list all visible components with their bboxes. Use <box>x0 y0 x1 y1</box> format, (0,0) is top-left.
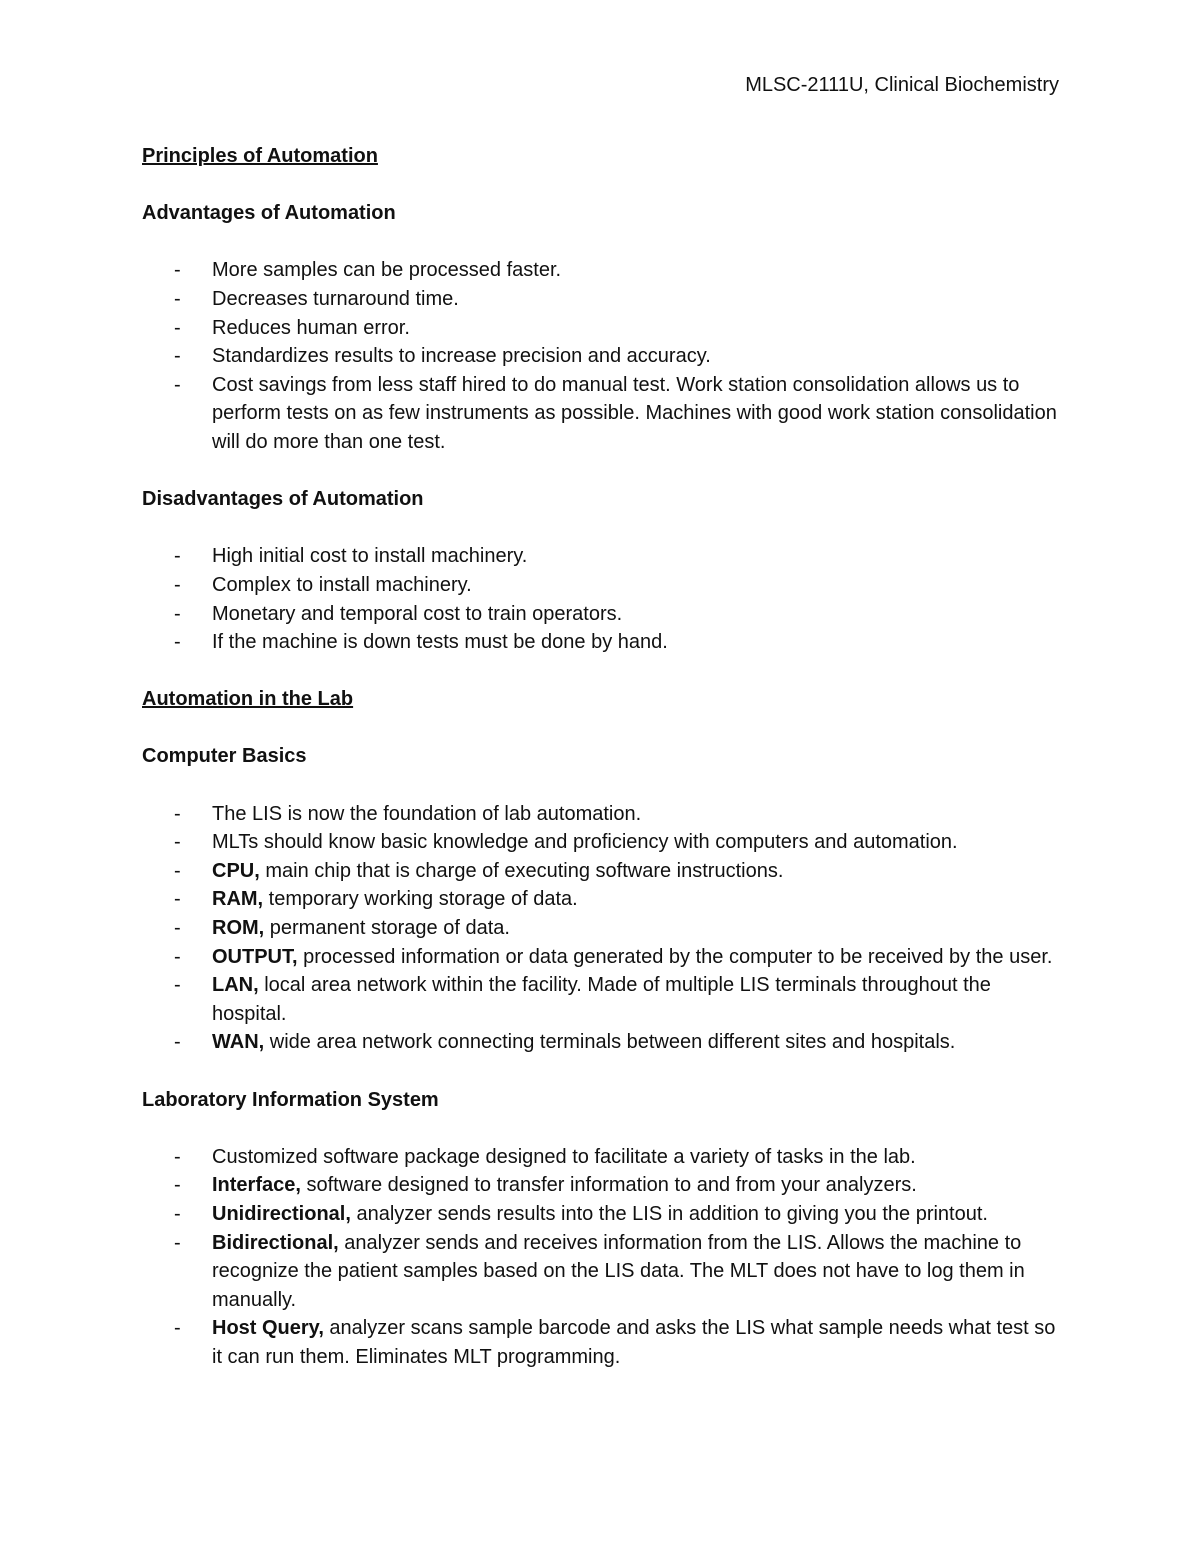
dash-bullet-icon: - <box>174 602 181 625</box>
list-item <box>142 371 1062 457</box>
dash-bullet-icon: - <box>174 1317 181 1340</box>
item-term: LAN, <box>212 974 259 997</box>
item-text: analyzer scans sample barcode and asks the LIS what sample needs what test so it can run them. Eliminates MLT programming. <box>212 1317 1056 1368</box>
list-item <box>142 971 1062 1028</box>
dash-bullet-icon: - <box>174 945 181 968</box>
item-text: processed information or data generated by the computer to be received by the user. <box>297 945 1053 968</box>
dash-bullet-icon: - <box>174 287 181 310</box>
dash-bullet-icon: - <box>174 631 181 654</box>
list-item <box>142 857 1062 886</box>
dash-bullet-icon: - <box>174 316 181 339</box>
item-text: MLTs should know basic knowledge and proficiency with computers and automation. <box>212 831 958 854</box>
item-text: If the machine is down tests must be done by hand. <box>212 631 668 654</box>
computer-basics-list <box>142 800 1062 1057</box>
item-term: CPU, <box>212 859 260 882</box>
list-item <box>142 885 1062 914</box>
item-text: wide area network connecting terminals between different sites and hospitals. <box>264 1031 956 1054</box>
dash-bullet-icon: - <box>174 259 181 282</box>
dash-bullet-icon: - <box>174 1231 181 1254</box>
item-term: OUTPUT, <box>212 945 298 968</box>
subheading-lis: Laboratory Information System <box>142 1088 439 1111</box>
dash-bullet-icon: - <box>174 888 181 911</box>
section-title-automation-lab: Automation in the Lab <box>142 688 354 711</box>
disadvantages-list <box>142 542 1062 656</box>
list-item <box>142 828 1062 857</box>
dash-bullet-icon: - <box>174 974 181 997</box>
item-text: Cost savings from less staff hired to do manual test. Work station consolidation allows us to perform tests on as few instruments as possible. Machines with good work station consolidation will do more than one test. <box>212 373 1057 453</box>
list-item <box>142 628 1062 657</box>
dash-bullet-icon: - <box>174 373 181 396</box>
item-term: RAM, <box>212 888 264 911</box>
item-text: The LIS is now the foundation of lab automation. <box>212 802 642 825</box>
list-item <box>142 600 1062 629</box>
dash-bullet-icon: - <box>174 802 181 825</box>
list-item <box>142 542 1062 571</box>
item-text: analyzer sends and receives information from the LIS. Allows the machine to recognize the patient samples based on the LIS data. The MLT does not have to log them in manually. <box>212 1231 1025 1311</box>
list-item <box>142 1200 1062 1229</box>
section-title-principles: Principles of Automation <box>142 145 378 167</box>
dash-bullet-icon: - <box>174 1202 181 1225</box>
list-item <box>142 342 1062 371</box>
list-item <box>142 914 1062 943</box>
list-item <box>142 1314 1062 1371</box>
item-text: Monetary and temporal cost to train operators. <box>212 602 623 625</box>
list-item <box>142 943 1062 972</box>
list-item <box>142 256 1062 285</box>
dash-bullet-icon: - <box>174 545 181 568</box>
item-term: Bidirectional, <box>212 1231 339 1254</box>
item-text: permanent storage of data. <box>264 917 510 940</box>
item-term: Unidirectional, <box>212 1202 351 1225</box>
dash-bullet-icon: - <box>174 831 181 854</box>
item-term: WAN, <box>212 1031 265 1054</box>
lis-list <box>142 1143 1062 1372</box>
dash-bullet-icon: - <box>174 859 181 882</box>
dash-bullet-icon: - <box>174 917 181 940</box>
list-item <box>142 571 1062 600</box>
course-header: MLSC-2111U, Clinical Biochemistry <box>745 74 1059 96</box>
item-text: temporary working storage of data. <box>263 888 578 911</box>
dash-bullet-icon: - <box>174 1145 181 1168</box>
item-text: Reduces human error. <box>212 316 410 339</box>
item-text: Decreases turnaround time. <box>212 287 459 310</box>
item-text: software designed to transfer information to and from your analyzers. <box>300 1174 917 1197</box>
dash-bullet-icon: - <box>174 573 181 596</box>
item-text: Customized software package designed to facilitate a variety of tasks in the lab. <box>212 1145 916 1168</box>
list-item <box>142 1143 1062 1172</box>
item-text: Complex to install machinery. <box>212 573 472 596</box>
item-term: Host Query, <box>212 1317 324 1340</box>
list-item <box>142 800 1062 829</box>
item-term: Interface, <box>212 1174 301 1197</box>
item-text: analyzer sends results into the LIS in addition to giving you the printout. <box>350 1202 988 1225</box>
list-item <box>142 1028 1062 1057</box>
dash-bullet-icon: - <box>174 345 181 368</box>
list-item <box>142 1229 1062 1315</box>
subheading-advantages: Advantages of Automation <box>142 202 396 225</box>
list-item <box>142 314 1062 343</box>
document-body <box>142 142 1062 1400</box>
advantages-list <box>142 256 1062 456</box>
subheading-computer-basics: Computer Basics <box>142 745 307 768</box>
subheading-disadvantages: Disadvantages of Automation <box>142 488 424 511</box>
list-item <box>142 1171 1062 1200</box>
item-text: More samples can be processed faster. <box>212 259 562 282</box>
item-text: High initial cost to install machinery. <box>212 545 528 568</box>
list-item <box>142 285 1062 314</box>
item-text: main chip that is charge of executing software instructions. <box>259 859 784 882</box>
item-text: local area network within the facility. Made of multiple LIS terminals throughout the hospital. <box>212 974 991 1025</box>
item-text: Standardizes results to increase precision and accuracy. <box>212 345 711 368</box>
dash-bullet-icon: - <box>174 1031 181 1054</box>
item-term: ROM, <box>212 917 265 940</box>
dash-bullet-icon: - <box>174 1174 181 1197</box>
